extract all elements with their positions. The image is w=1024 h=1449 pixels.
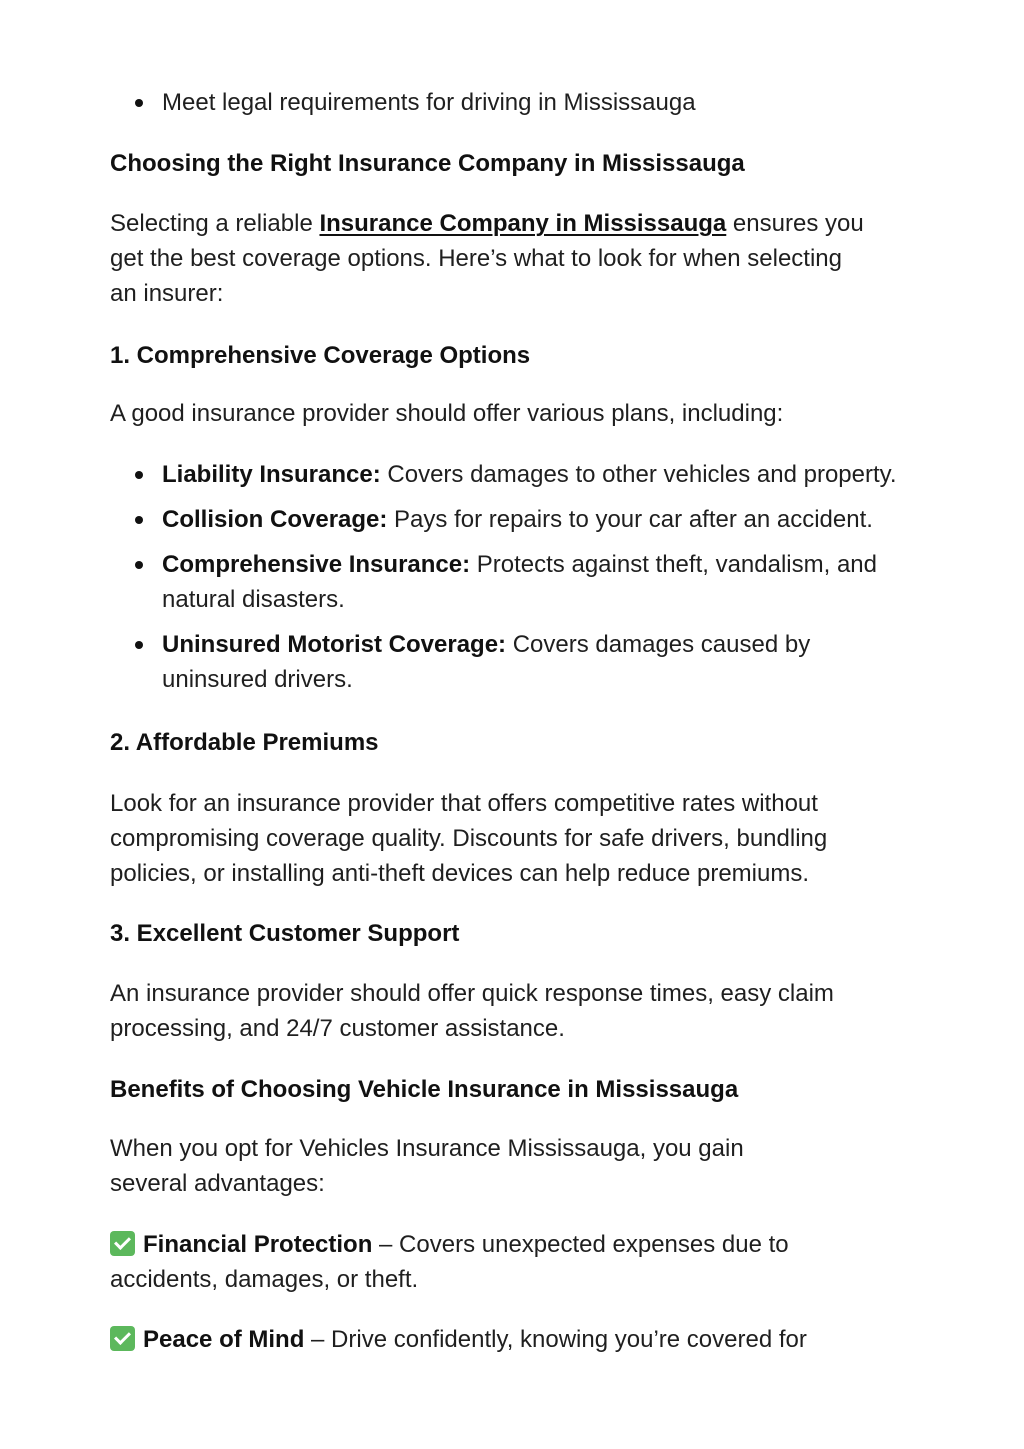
bullet-icon bbox=[135, 99, 143, 107]
list-item-text: Meet legal requirements for driving in Mississauga bbox=[162, 89, 696, 116]
bullet-icon bbox=[135, 641, 143, 649]
benefits-intro-paragraph: When you opt for Vehicles Insurance Mississauga, you gain several advantages: bbox=[110, 1135, 744, 1197]
premiums-paragraph: Look for an insurance provider that offers competitive rates without compromising coverage quality. Discounts for safe drivers, bundling policies, or installing anti-theft devices can help reduce premiums. bbox=[110, 790, 828, 887]
check-mark-icon bbox=[110, 1326, 135, 1351]
support-paragraph: An insurance provider should offer quick response times, easy claim processing, and 24/7 customer assistance. bbox=[110, 980, 834, 1042]
list-item: Collision Coverage: Pays for repairs to your car after an accident. bbox=[110, 502, 960, 537]
list-item: Liability Insurance: Covers damages to other vehicles and property. bbox=[110, 457, 960, 492]
list-item bbox=[110, 85, 940, 120]
heading-benefits: Benefits of Choosing Vehicle Insurance in Mississauga bbox=[110, 1076, 739, 1103]
heading-customer-support: 3. Excellent Customer Support bbox=[110, 920, 460, 947]
list-item: Comprehensive Insurance: Protects against theft, vandalism, and natural disasters. bbox=[110, 547, 960, 617]
heading-coverage-options: 1. Comprehensive Coverage Options bbox=[110, 342, 531, 369]
coverage-lead-text: A good insurance provider should offer various plans, including: bbox=[110, 400, 784, 427]
list-item: Uninsured Motorist Coverage: Covers damages caused by uninsured drivers. bbox=[110, 627, 960, 697]
benefit-peace-of-mind: Peace of Mind – Drive confidently, knowing you’re covered for bbox=[110, 1322, 940, 1357]
bullet-icon bbox=[135, 471, 143, 479]
intro-paragraph: Selecting a reliable Insurance Company in Mississauga ensures you get the best coverage options. Here’s what to look for when selecting an insurer: bbox=[110, 210, 864, 307]
benefit-financial-protection: Financial Protection – Covers unexpected expenses due to accidents, damages, or theft. bbox=[110, 1231, 789, 1293]
bullet-icon bbox=[135, 561, 143, 569]
heading-choosing-company: Choosing the Right Insurance Company in Mississauga bbox=[110, 150, 745, 177]
coverage-plans-list bbox=[110, 457, 960, 697]
check-mark-icon bbox=[110, 1231, 135, 1256]
insurance-company-link[interactable]: Insurance Company in Mississauga bbox=[319, 210, 727, 237]
heading-affordable-premiums: 2. Affordable Premiums bbox=[110, 729, 379, 756]
bullet-icon bbox=[135, 516, 143, 524]
legal-requirements-list bbox=[110, 85, 940, 120]
